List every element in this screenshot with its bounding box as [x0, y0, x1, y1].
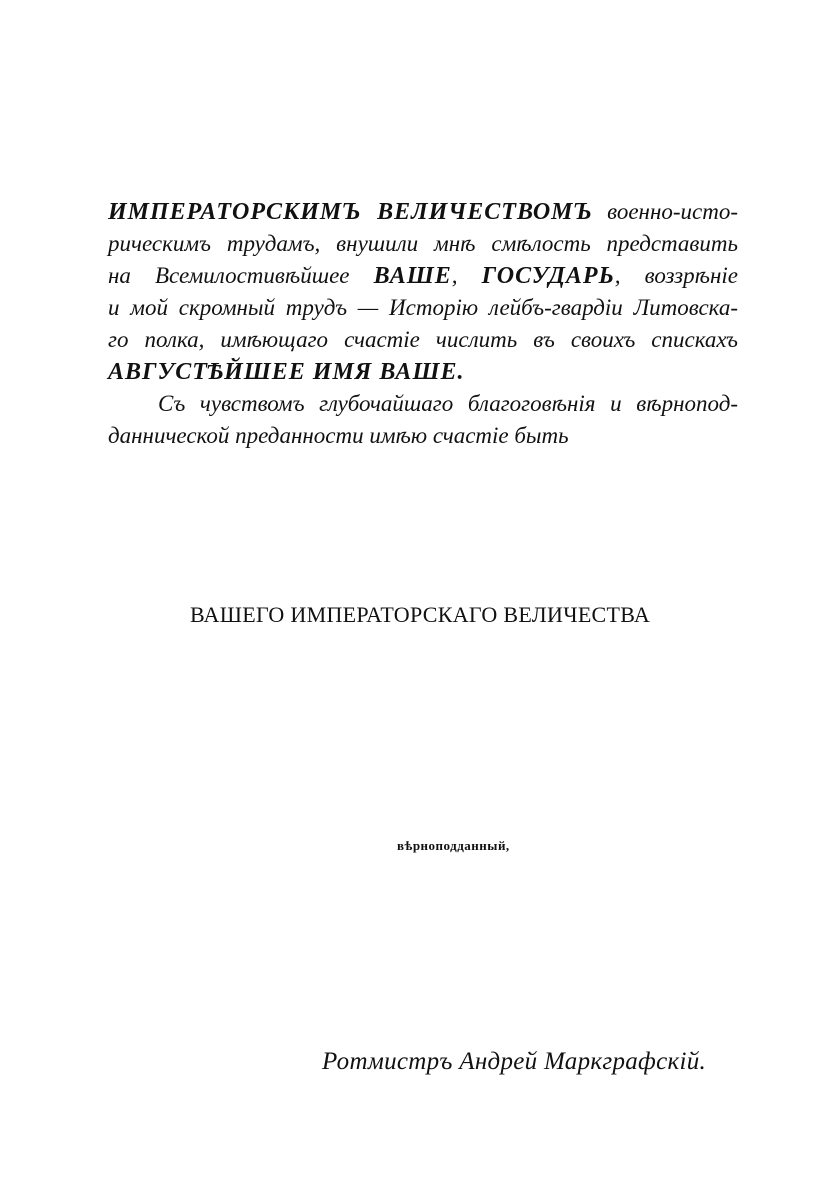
dedication-line-8: даннической преданности имѣю счастіе быть: [108, 423, 569, 448]
dedication-line-4: и мой скромный трудъ — Исторію лейбъ-гвардіи Литовска-: [108, 295, 738, 320]
dedication-line-2: рическимъ трудамъ, внушили мнѣ смѣлость представить: [108, 231, 738, 256]
dedication-line-5: го полка, имѣющаго счастіе числить въ своихъ спискахъ: [108, 327, 738, 352]
dedication-caps-1: ИМПЕРАТОРСКИМЪ ВЕЛИЧЕСТВОМЪ: [108, 199, 593, 225]
dedication-caps-6: АВГУСТѢЙШЕЕ ИМЯ ВАШЕ.: [108, 359, 465, 385]
dedication-caps-3b: ГОСУДАРЬ: [481, 263, 615, 289]
dedication-text-1: военно-исто-: [592, 199, 738, 224]
dedication-caps-3a: ВАШЕ: [373, 263, 452, 289]
signature: Ротмистръ Андрей Маркграфскій.: [322, 1048, 707, 1075]
dedication-text-3b: ,: [451, 263, 482, 288]
dedication-text-3c: , воззрѣніе: [614, 263, 739, 288]
dedication-line-3: [108, 260, 738, 292]
dedication-line-7: Съ чувствомъ глубочайшаго благоговѣнія и вѣрнопод-: [158, 391, 738, 416]
closing-loyal-subject: вѣрноподданный,: [397, 838, 510, 853]
majesty-title: ВАШЕГО ИМПЕРАТОРСКАГО ВЕЛИЧЕСТВА: [189, 602, 651, 627]
dedication-paragraph: [108, 196, 738, 452]
dedication-text-3a: на Всемилостивѣйшее: [108, 263, 374, 288]
dedication-line-6: [108, 356, 738, 388]
dedication-line-1: [108, 196, 738, 228]
